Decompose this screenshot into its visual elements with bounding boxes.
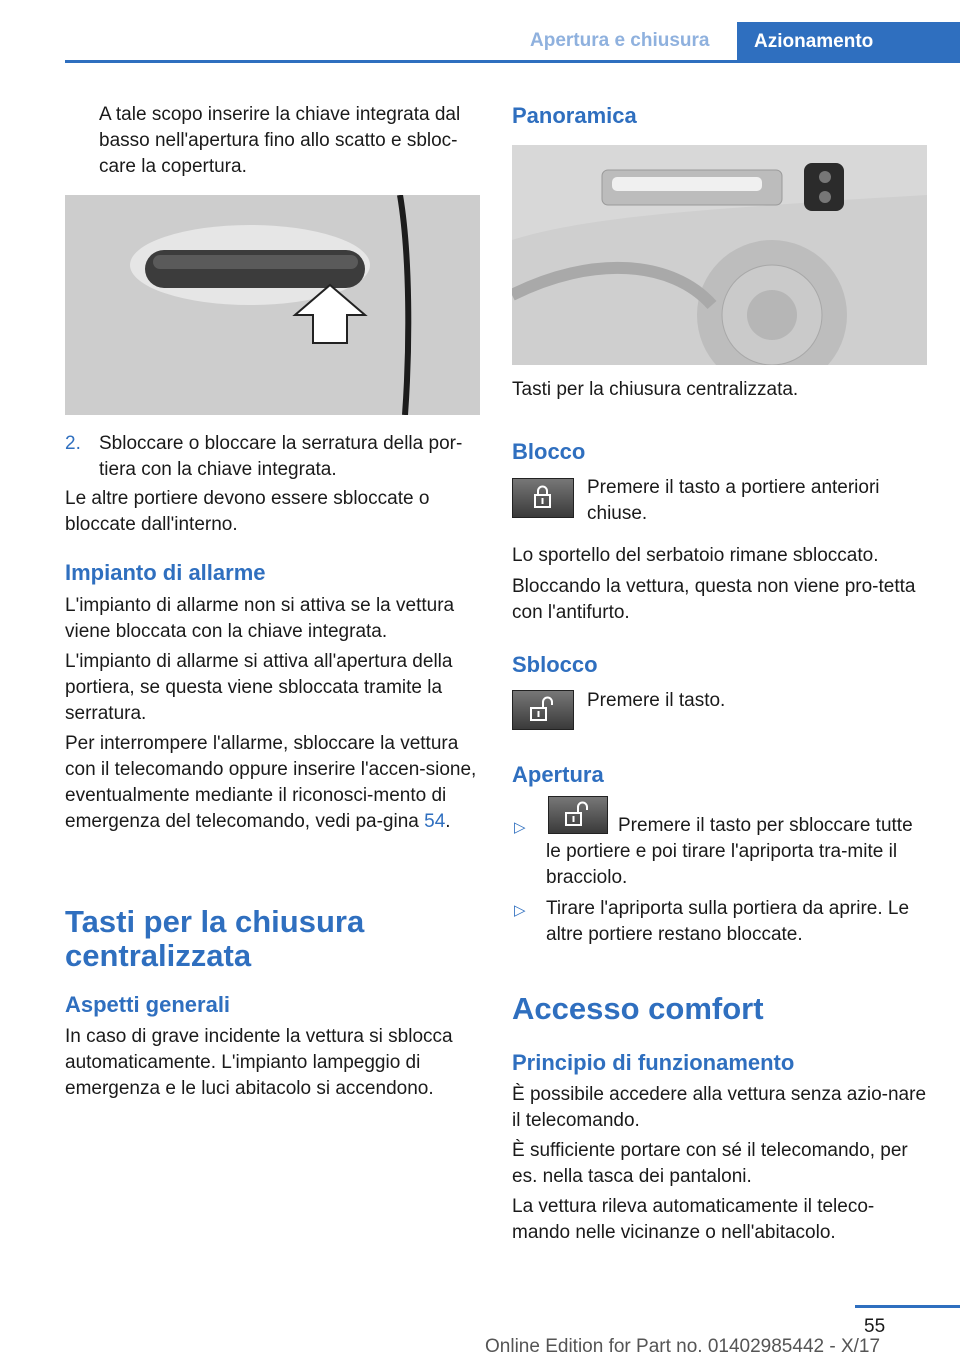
principle-paragraph-2: È sufficiente portare con sé il telecomando, per es. nella tasca dei pantaloni. [512, 1140, 908, 1187]
overview-heading: Panoramica [512, 103, 637, 128]
paragraph-other-doors: Le altre portiere devono essere sbloccate o bloccate dall'interno. [65, 488, 430, 535]
header-rule [65, 60, 960, 63]
intro-paragraph: A tale scopo inserire la chiave integrata dal basso nell'apertura fino allo scatto e sbloc-care la copertura. [99, 104, 461, 177]
page-link[interactable]: 54 [424, 811, 446, 832]
bullet-triangle-icon: ▷ [514, 902, 526, 919]
page-number: 55 [864, 1316, 886, 1337]
alarm-heading: Impianto di allarme [65, 560, 266, 585]
door-handle-photo [65, 195, 480, 415]
lock-text: Premere il tasto a portiere anteriori chiuse. [587, 477, 880, 524]
comfort-heading: Accesso comfort [512, 991, 764, 1026]
open-heading: Apertura [512, 762, 604, 787]
header-section-title: Apertura e chiusura [530, 30, 710, 51]
lock-heading: Blocco [512, 439, 586, 464]
unlock-icon [512, 690, 574, 730]
unlock-heading: Sblocco [512, 652, 598, 677]
header-chapter-tab: Azionamento [737, 22, 960, 60]
principle-heading: Principio di funzionamento [512, 1050, 795, 1075]
step-number: 2. [65, 433, 81, 454]
door-panel-photo [512, 145, 927, 365]
alarm-paragraph-3: Per interrompere l'allarme, sbloccare la vettura con il telecomando oppure inserire l'accen-sione, eventualmente mediante il riconosci-mento di emergenza del telecomando, vedi pa-gina 54. [65, 733, 477, 832]
general-heading: Aspetti generali [65, 992, 231, 1017]
lock-icon [512, 478, 574, 518]
footer-rule [855, 1305, 960, 1308]
principle-paragraph-1: È possibile accedere alla vettura senza azio-nare il telecomando. [512, 1084, 927, 1131]
lock-paragraph-1: Lo sportello del serbatoio rimane sbloccato. [512, 545, 879, 566]
bullet-triangle-icon: ▷ [514, 819, 526, 836]
lock-paragraph-2: Bloccando la vettura, questa non viene pro-tetta con l'antifurto. [512, 576, 916, 623]
alarm-paragraph-1: L'impianto di allarme non si attiva se la vettura viene bloccata con la chiave integrata. [65, 595, 455, 642]
edition-footer: Online Edition for Part no. 01402985442 - X/17 [485, 1336, 881, 1357]
principle-paragraph-3: La vettura rileva automaticamente il teleco-mando nelle vicinanze o nell'abitacolo. [512, 1196, 875, 1243]
open-bullet-2: Tirare l'apriporta sulla portiera da aprire. Le altre portiere restano bloccate. [546, 898, 910, 945]
general-paragraph: In caso di grave incidente la vettura si sblocca automaticamente. L'impianto lampeggio di emergenza e le luci abitacolo si accendono. [65, 1026, 453, 1099]
step-text: Sbloccare o bloccare la serratura della por-tiera con la chiave integrata. [99, 433, 463, 480]
main-heading: Tasti per la chiusura centralizzata [65, 904, 365, 973]
unlock-text: Premere il tasto. [587, 690, 726, 711]
open-bullet-1: Premere il tasto per sbloccare tutte le portiere e poi tirare l'apriporta tra-mite il bracciolo. [546, 815, 913, 888]
alarm-paragraph-2: L'impianto di allarme si attiva all'apertura della portiera, se questa viene sbloccata tramite la serratura. [65, 651, 453, 724]
photo-caption: Tasti per la chiusura centralizzata. [512, 379, 799, 400]
